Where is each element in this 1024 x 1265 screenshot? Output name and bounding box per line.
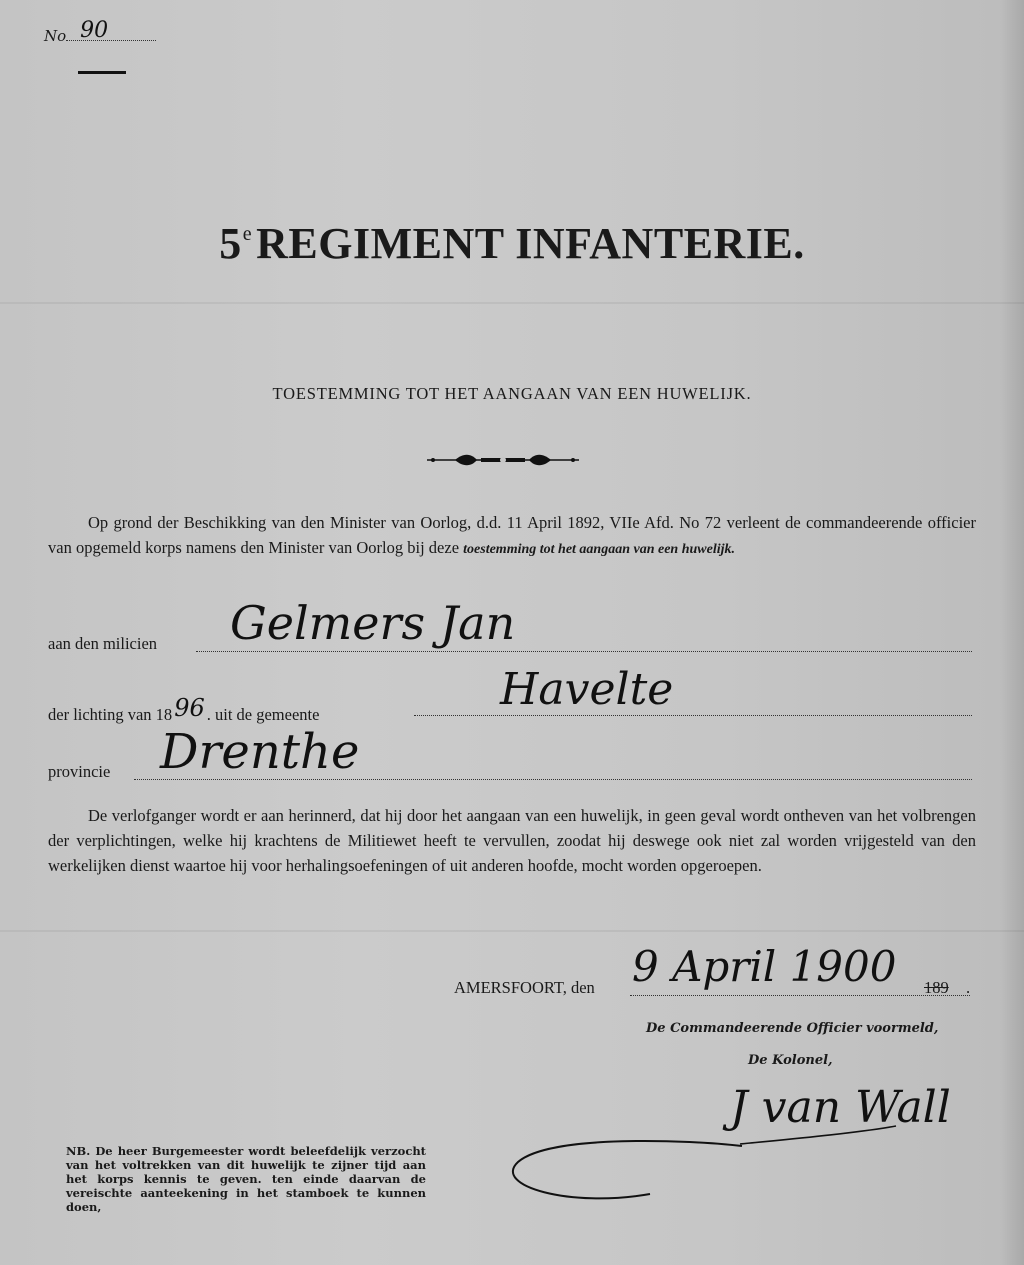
rank-label: De Kolonel, — [748, 1053, 833, 1068]
date-period: . — [966, 978, 971, 997]
signature-text: J van Wall — [730, 1082, 951, 1133]
date-dotted-line — [630, 994, 970, 996]
militia-dotted-line — [196, 650, 972, 652]
printed-year: 189 — [924, 978, 949, 997]
paper-fold — [0, 302, 1024, 304]
regiment-superscript: e — [242, 223, 253, 245]
notice-paragraph: De verlofganger wordt er aan herinnerd, dat hij door het aangaan van een huwelijk, in geen geval wordt ontheven van het volbrengen der verplichtingen, welke hij krachtens de Militiewet heeft te vervullen, zoodat hij deswege ook niet zal worden vrijgesteld van den werkelijken dienst waartoe hij voor herhalingsoefeningen of uit anderen hoofde, mocht worden opgeroepen. — [48, 806, 976, 875]
signature — [500, 1082, 951, 1216]
intro-text: Op grond der Beschikking van den Minister van Oorlog, d.d. 11 April 1892, VIIe Afd. No 72 verleent de commandeerende officier van opgemeld korps namens den Minister van Oorlog bij deze — [48, 513, 976, 557]
municipality-dotted-line — [414, 714, 972, 716]
page-title — [0, 218, 1024, 269]
province-label: provincie — [48, 762, 111, 781]
class-year: 96 — [174, 694, 205, 722]
intro-paragraph — [48, 510, 976, 562]
militia-name: Gelmers Jan — [230, 596, 516, 650]
date-handwritten: 9 April 1900 — [632, 942, 897, 991]
class-label-post: . uit de gemeente — [206, 705, 320, 724]
class-label — [48, 694, 320, 726]
number-dotted-line — [66, 18, 156, 43]
place-label: AMERSFOORT, den — [454, 978, 595, 997]
document-subtitle: TOESTEMMING TOT HET AANGAAN VAN EEN HUWELIJK. — [272, 384, 752, 403]
header-rule — [78, 71, 126, 74]
province: Drenthe — [160, 724, 360, 780]
paper-edge-shadow — [1000, 0, 1024, 1265]
militia-label: aan den milicien — [48, 634, 158, 653]
officer-label: De Commandeerende Officier voormeld, — [646, 1021, 939, 1036]
number-value: 90 — [80, 18, 109, 43]
ornament-divider — [425, 450, 581, 474]
document-number — [44, 18, 156, 45]
regiment-number: 5 — [219, 219, 242, 268]
number-label: No — [44, 27, 67, 45]
paper-fold — [0, 930, 1024, 932]
regiment-title: REGIMENT INFANTERIE. — [256, 219, 805, 268]
municipality: Havelte — [500, 664, 674, 715]
nb-footnote: NB. De heer Burgemeester wordt beleefdelijk verzocht van het voltrekken van dit huwelijk te zijner tijd aan het korps kennis te geven. ten einde daarvan de vereischte aanteekening in het stamboek te kunnen doen, — [66, 1144, 426, 1214]
class-label-pre: der lichting van 18 — [48, 705, 173, 724]
intro-italic-text: toestemming tot het aangaan van een huwelijk. — [463, 542, 736, 557]
